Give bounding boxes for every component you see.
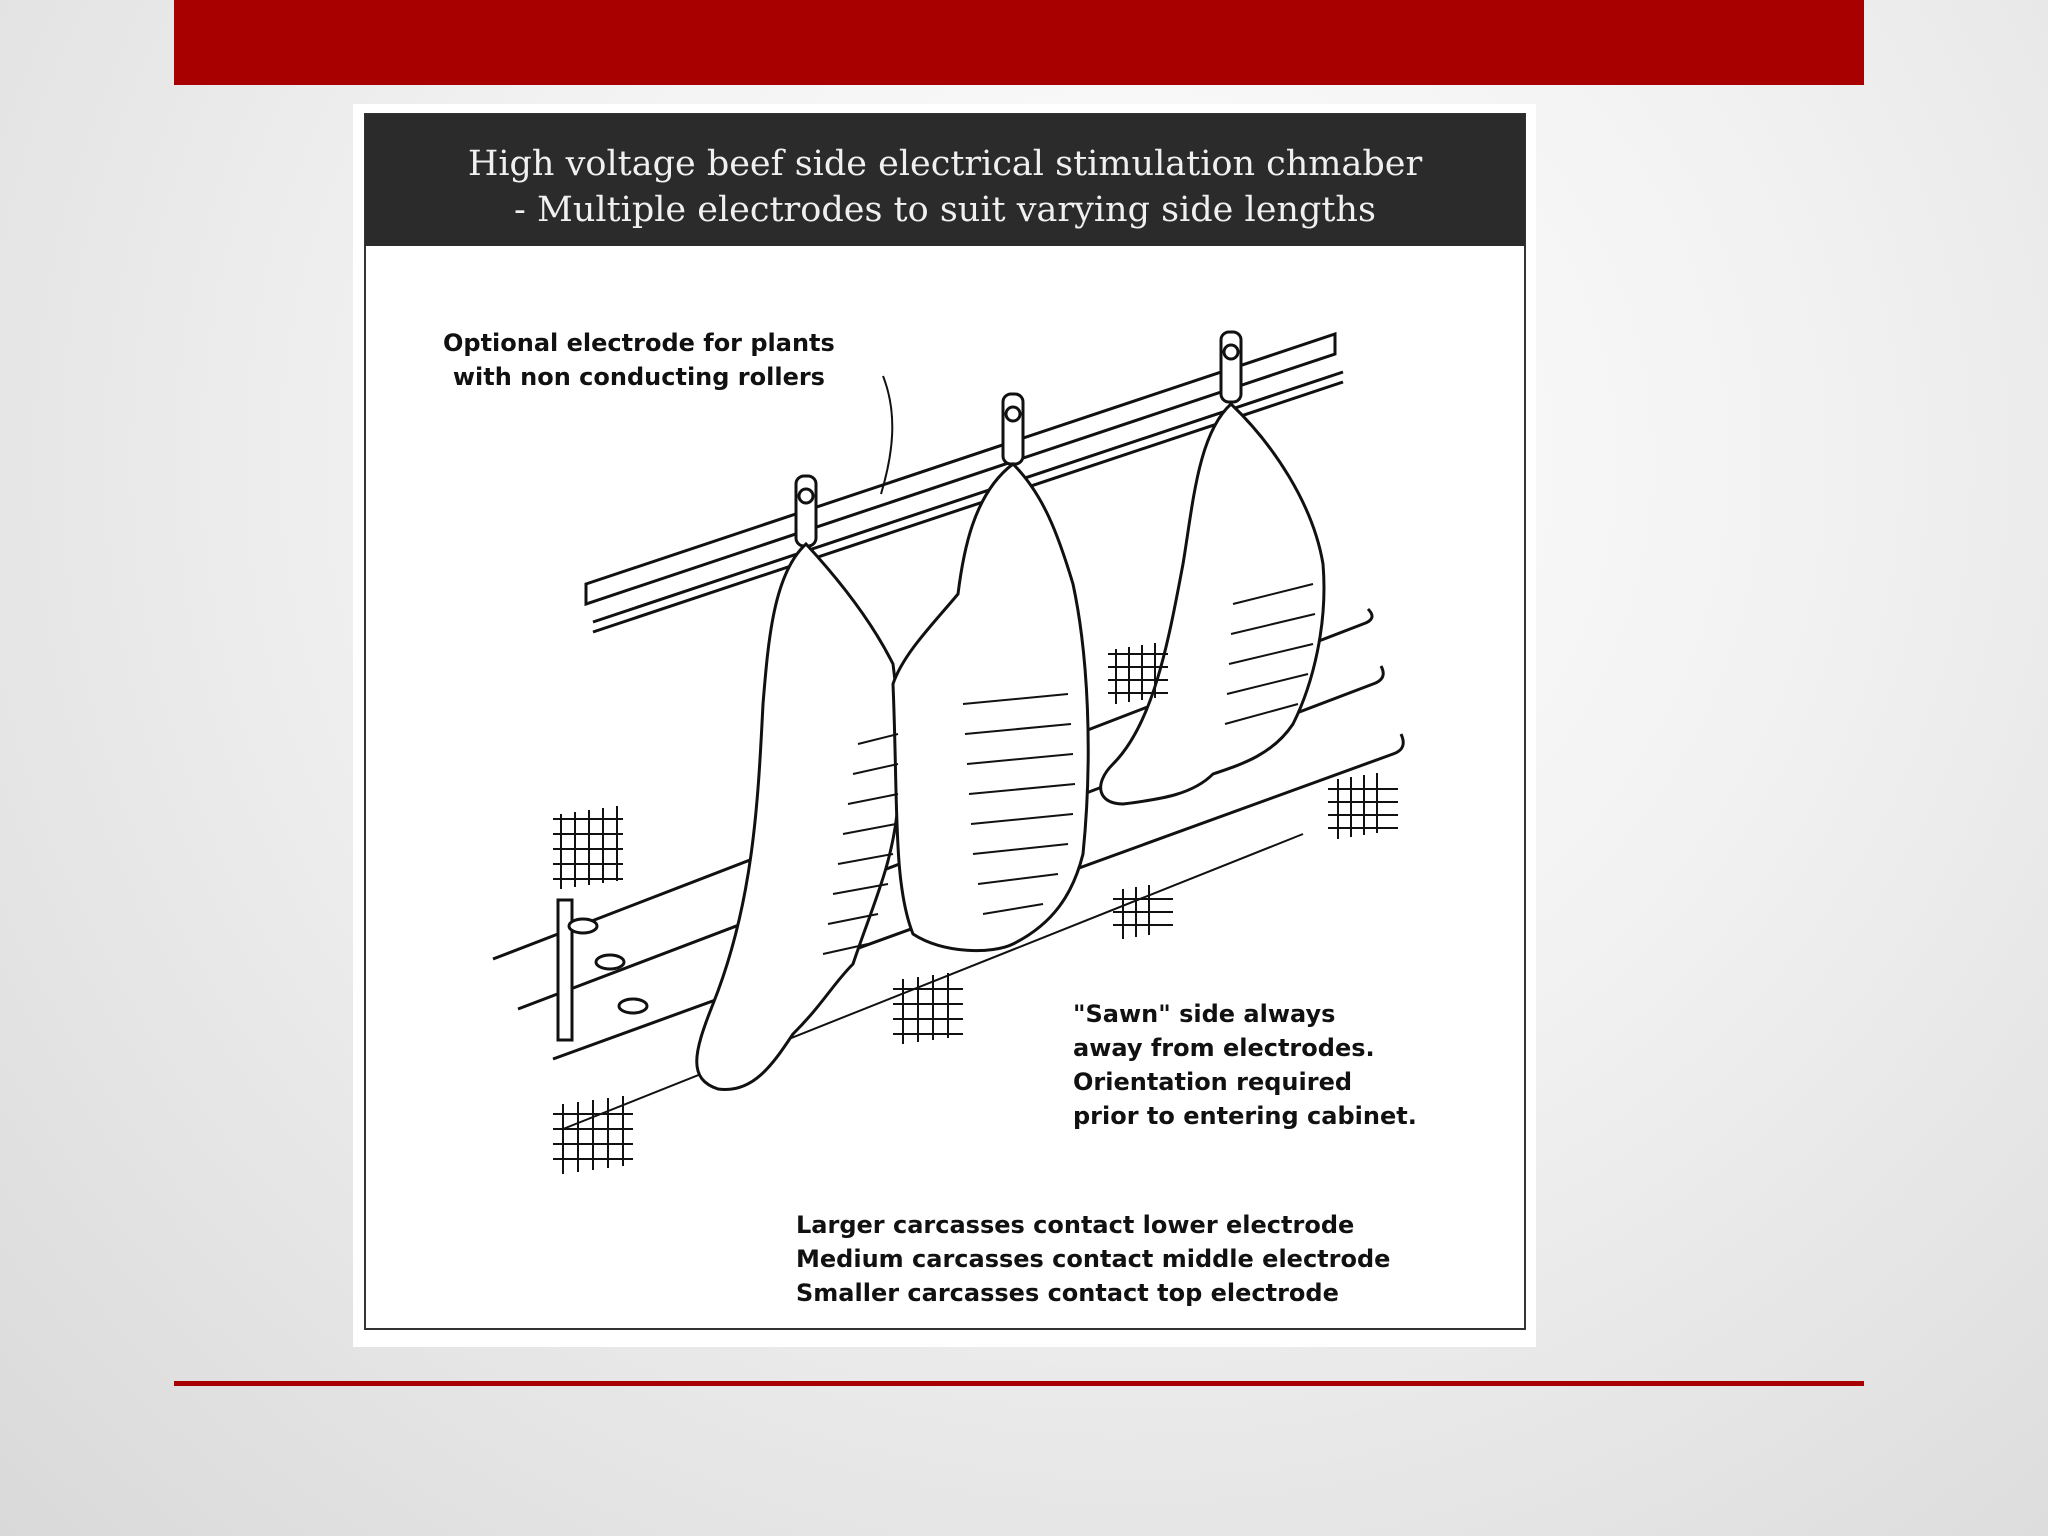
electrode-bracket [558, 900, 647, 1040]
carcass-size-note [796, 1208, 1390, 1310]
figure-title-band [365, 114, 1525, 246]
carcass-size-line1: Larger carcasses contact lower electrode [796, 1211, 1355, 1239]
slide-header-bar [174, 0, 1864, 85]
optional-electrode-line2: with non conducting rollers [452, 363, 825, 391]
figure-title-line2: - Multiple electrodes to suit varying side lengths [514, 190, 1376, 230]
sawn-side-line1: "Sawn" side always [1073, 1000, 1336, 1028]
optional-electrode-label [443, 326, 835, 394]
carcass-size-line3: Smaller carcasses contact top electrode [796, 1279, 1339, 1307]
diagram-figure [353, 104, 1536, 1347]
leader-line [881, 376, 892, 494]
sawn-side-line3: Orientation required [1073, 1068, 1353, 1096]
electrode-diagram [353, 104, 1536, 1347]
optional-electrode-line1: Optional electrode for plants [443, 329, 835, 357]
sawn-side-line4: prior to entering cabinet. [1073, 1102, 1417, 1130]
figure-title-line1: High voltage beef side electrical stimulation chmaber [467, 144, 1423, 184]
carcass-size-line2: Medium carcasses contact middle electrode [796, 1245, 1391, 1273]
slide-bottom-rule [174, 1381, 1864, 1386]
sawn-side-line2: away from electrodes. [1073, 1034, 1375, 1062]
sawn-side-note [1073, 997, 1417, 1133]
beef-sides [697, 404, 1324, 1090]
